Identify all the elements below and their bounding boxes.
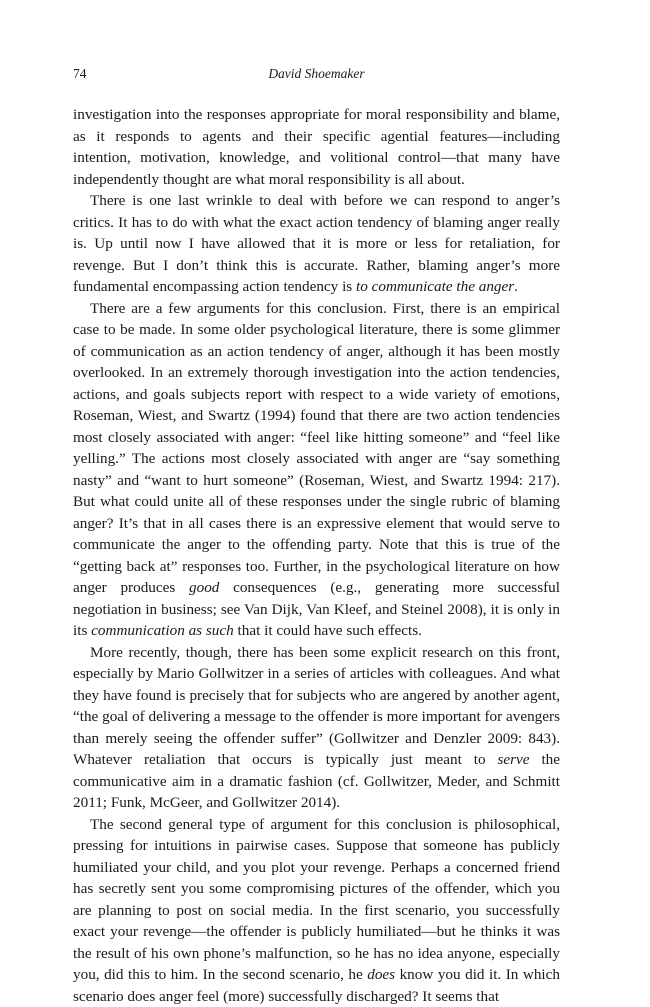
text-segment: There is one last wrinkle to deal with before we can respond to anger’s critics. It has to do with what the exact action tendency of blaming anger really is. Up until now I have allowed that it is more or less for retaliation, for revenge. But I don’t think this is accurate. Rather, blaming anger’s more fundamental encompassing action tendency is [73,192,560,295]
text-segment: know you did it. In which scenario does anger feel (more) successfully discharged? It seems that [73,966,560,1005]
italic-text: does [367,966,395,983]
paragraph [73,190,560,298]
body-text [73,104,560,1007]
italic-text: good [189,579,219,596]
book-page [73,66,560,1007]
text-segment: More recently, though, there has been some explicit research on this front, especially by Mario Gollwitzer in a series of articles with colleagues. And what they have found is precisely that for subjects who are angered by another agent, “the goal of delivering a message to the offender is more important for avengers than merely seeing the offender suffer” (Gollwitzer and Denzler 2009: 843). Whatever retaliation that occurs is typically just meant to [73,644,560,769]
text-segment: consequences (e.g., generating more successful negotiation in business; see Van Dijk, Van Kleef, and Steinel 2008), it is only in its [73,579,560,639]
text-segment: that it could have such effects. [234,622,422,639]
paragraph [73,104,560,190]
text-segment: . [514,278,518,295]
italic-text: serve [497,751,529,768]
italic-text: to communicate the anger [356,278,514,295]
text-segment: There are a few arguments for this conclusion. First, there is an empirical case to be made. In some older psychological literature, there is some glimmer of communication as an action tendency of anger, although it has been mostly overlooked. In an extremely thorough investigation into the action tendencies, actions, and goals subjects report with respect to a wide variety of emotions, Roseman, Wiest, and Swartz (1994) found that there are two action tendencies most closely associated with anger: “feel like hitting someone” and “feel like yelling.” The actions most closely associated with anger are “say something nasty” and “want to hurt someone” (Roseman, Wiest, and Swartz 1994: 217). But what could unite all of these responses under the single rubric of blaming anger? It’s that in all cases there is an expressive element that would serve to communicate the anger to the offending party. Note that this is true of the “getting back at” responses too. Further, in the psychological literature on how anger produces [73,300,560,597]
running-title: David Shoemaker [73,66,560,82]
text-segment: the communicative aim in a dramatic fashion (cf. Gollwitzer, Meder, and Schmitt 2011; Funk, McGeer, and Gollwitzer 2014). [73,751,560,811]
paragraph [73,642,560,814]
running-head [73,66,560,88]
page-number: 74 [73,66,87,82]
paragraph [73,298,560,642]
italic-text: communication as such [91,622,234,639]
paragraph [73,814,560,1007]
text-segment: The second general type of argument for this conclusion is philosophical, pressing for intuitions in pairwise cases. Suppose that someone has publicly humiliated your child, and you plot your revenge. Perhaps a concerned friend has secretly sent you some compromising pictures of the offender, which you are planning to post on social media. In the first scenario, you successfully exact your revenge—the offender is publicly humiliated—but he thinks it was the result of his own phone’s malfunction, so he has no idea anyone, especially you, did this to him. In the second scenario, he [73,816,560,984]
text-segment: investigation into the responses appropriate for moral responsibility and blame, as it responds to agents and their specific agential features—including intention, motivation, knowledge, and volitional control—that many have independently thought are what moral responsibility is all about. [73,106,560,188]
